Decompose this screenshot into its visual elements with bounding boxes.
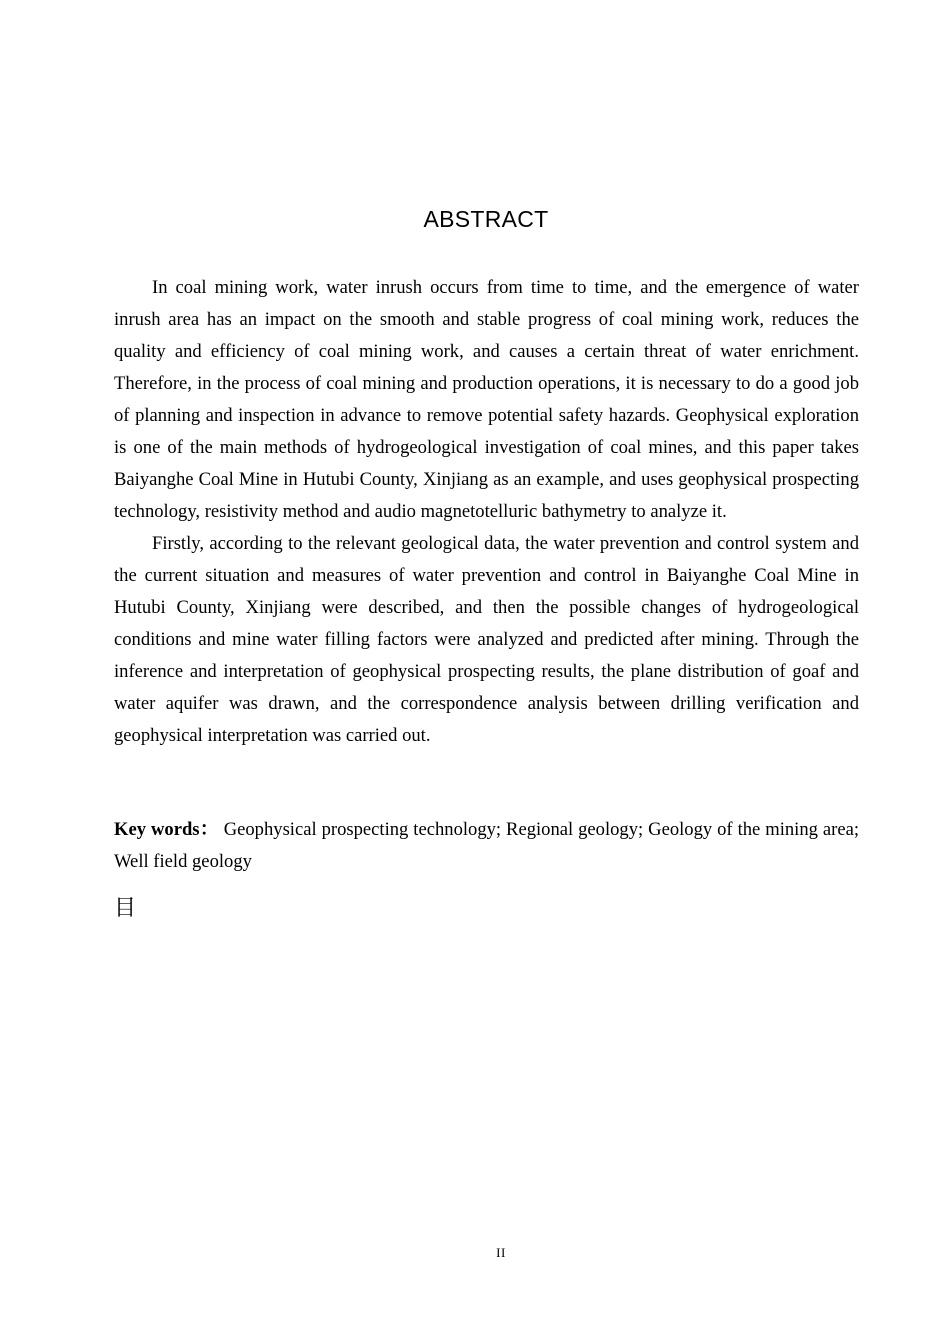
keywords-line <box>114 814 859 878</box>
keywords-text: Geophysical prospecting technology; Regional geology; Geology of the mining area; Well field geology <box>114 819 860 872</box>
abstract-body <box>114 272 859 752</box>
abstract-paragraph-1: In coal mining work, water inrush occurs from time to time, and the emergence of water inrush area has an impact on the smooth and stable progress of coal mining work, reduces the quality and efficiency of coal mining work, and causes a certain threat of water enrichment. Therefore, in the process of coal mining and production operations, it is necessary to do a good job of planning and inspection in advance to remove potential safety hazards. Geophysical exploration is one of the main methods of hydrogeological investigation of coal mines, and this paper takes Baiyanghe Coal Mine in Hutubi County, Xinjiang as an example, and uses geophysical prospecting technology, resistivity method and audio magnetotelluric bathymetry to analyze it. <box>114 277 859 522</box>
abstract-paragraph-2: Firstly, according to the relevant geological data, the water prevention and control system and the current situation and measures of water prevention and control in Baiyanghe Coal Mine in Hutubi County, Xinjiang were described, and then the possible changes of hydrogeological conditions and mine water filling factors were analyzed and predicted after mining. Through the inference and interpretation of geophysical prospecting results, the plane distribution of goaf and water aquifer was drawn, and the correspondence analysis between drilling verification and geophysical interpretation was carried out. <box>114 533 859 746</box>
toc-heading-fragment: 目 <box>114 896 137 921</box>
abstract-title: ABSTRACT <box>423 206 549 232</box>
keywords-label: Key words： <box>114 819 219 840</box>
page-number: II <box>496 1245 506 1260</box>
